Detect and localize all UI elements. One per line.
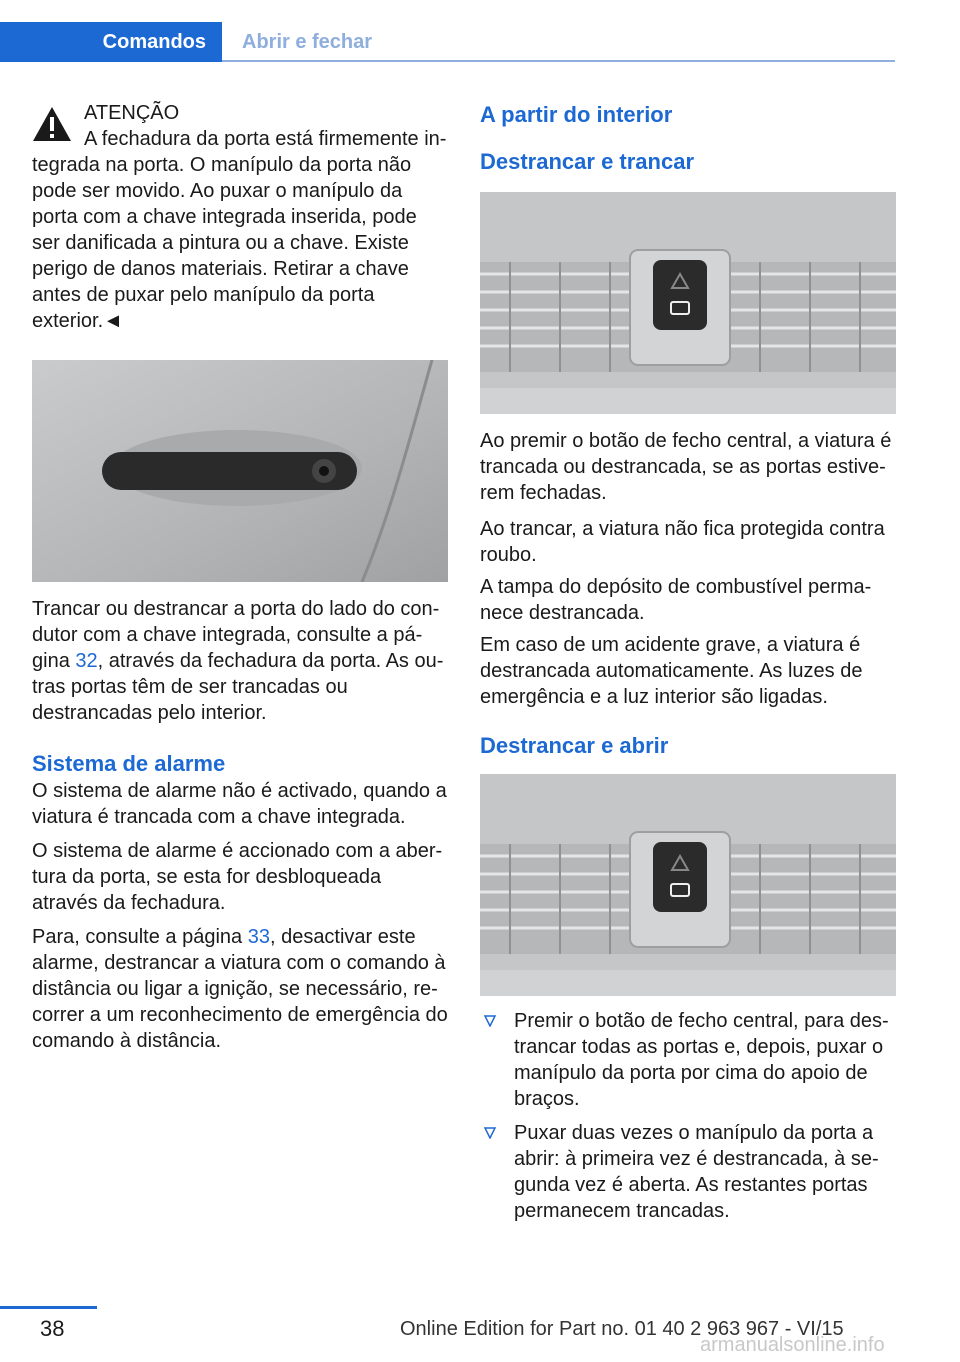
- tab-abrir-e-fechar[interactable]: Abrir e fechar: [242, 30, 373, 53]
- central-lock-paragraph: Ao premir o botão de fecho central, a viatura é trancada ou destrancada, se as portas estiverem fechadas.: [480, 430, 892, 504]
- warning-title: ATENÇÃO: [84, 102, 180, 124]
- edition-note: Online Edition for Part no. 01 40 2 963 967 - VI/15: [400, 1318, 844, 1340]
- tab-underline: [222, 60, 895, 62]
- door-lock-paragraph: Trancar ou destrancar a porta do lado do condutor com a chave integrada, consulte a página 32, através da fechadura da porta. As outras portas têm de ser trancadas ou destrancadas pelo interior.: [32, 598, 444, 724]
- header-tabs: [0, 22, 895, 62]
- tab-comandos[interactable]: Comandos: [0, 22, 222, 62]
- list-item: Puxar duas vezes o manípulo da porta a abrir: à primeira vez é destrancada, à segunda vez é aberta. As restantes portas permanecem trancadas.: [480, 1120, 896, 1224]
- page-ref-32-link[interactable]: 32: [75, 650, 98, 672]
- door-handle-photo: [32, 360, 448, 582]
- triangle-bullet-icon: [484, 1015, 496, 1027]
- warning-triangle-icon: [32, 106, 72, 142]
- central-lock-button-photo-2: [480, 774, 896, 996]
- theft-paragraph: Ao trancar, a viatura não fica protegida contra roubo.: [480, 518, 885, 566]
- left-column: [32, 100, 448, 1054]
- warning-block: [32, 100, 448, 334]
- alarm-paragraph-2: O sistema de alarme é accionado com a abertura da porta, se esta for desbloqueada através da fechadura.: [32, 840, 443, 914]
- alarm-paragraph-3: Para, consulte a página 33, desactivar este alarme, destrancar a viatura com o comando à distância ou ligar a ignição, se necessário, recorrer a um reconhecimento de emergência do comando à distância.: [32, 926, 448, 1052]
- triangle-bullet-icon: [484, 1127, 496, 1139]
- right-column: [480, 100, 896, 1224]
- warning-text: tegrada na porta. O manípulo da porta não pode ser movido. Ao puxar o manípulo da porta com a chave integrada inserida, pode ser danificada a pintura ou a chave. Existe perigo de danos materiais. Retirar a chave antes de puxar pelo manípulo da porta exterior.◄: [32, 154, 417, 332]
- alarm-paragraph-1: O sistema de alarme não é activado, quando a viatura é trancada com a chave integrada.: [32, 780, 447, 828]
- alarm-heading: Sistema de alarme: [32, 751, 226, 776]
- page-number: 38: [40, 1316, 65, 1341]
- open-steps-list: [480, 1008, 896, 1224]
- central-lock-button-photo: [480, 192, 896, 414]
- watermark: armanualsonline.info: [700, 1334, 885, 1356]
- list-item: Premir o botão de fecho central, para destrancar todas as portas e, depois, puxar o manípulo da porta por cima do apoio de braços.: [480, 1008, 896, 1112]
- footer-rule: [0, 1306, 97, 1309]
- page-ref-33-link[interactable]: 33: [247, 926, 270, 948]
- subheading-destrancar-trancar: Destrancar e trancar: [480, 149, 695, 174]
- section-heading: A partir do interior: [480, 102, 673, 127]
- warning-text-first-line: A fechadura da porta está firmemente in-: [84, 128, 447, 150]
- accident-paragraph: Em caso de um acidente grave, a viatura é destrancada automaticamente. As luzes de emergência e a luz interior são ligadas.: [480, 634, 863, 708]
- subheading-destrancar-abrir: Destrancar e abrir: [480, 733, 669, 758]
- fuel-flap-paragraph: A tampa do depósito de combustível permanece destrancada.: [480, 576, 872, 624]
